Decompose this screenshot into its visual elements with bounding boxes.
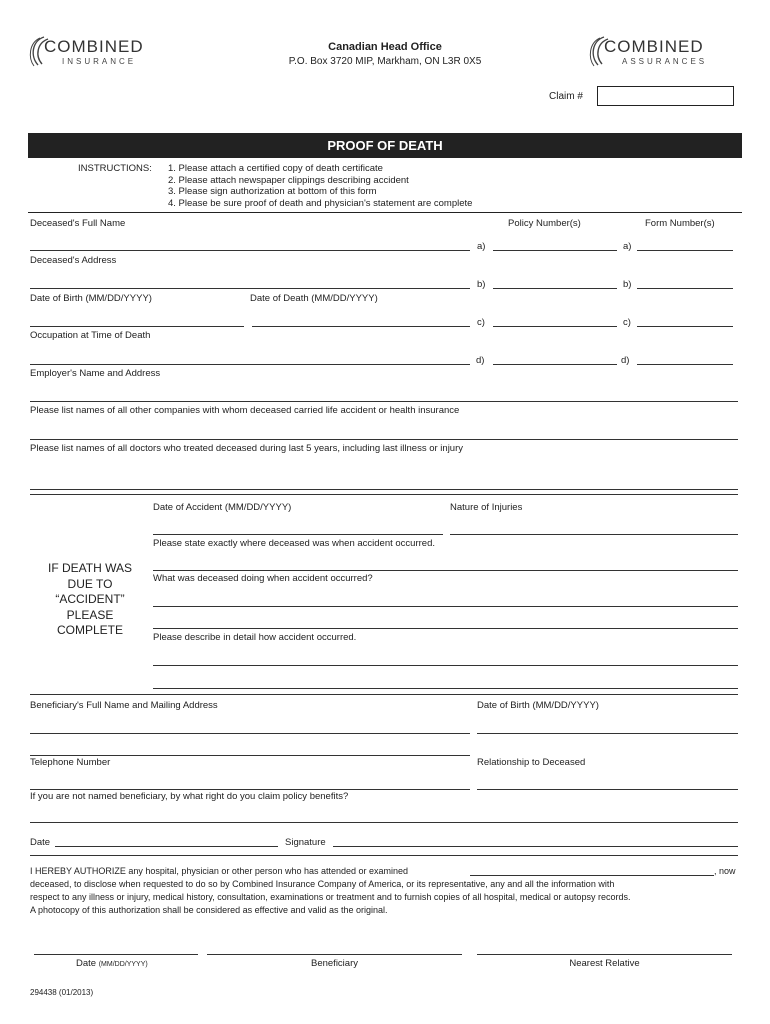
letter-a: a): [477, 241, 486, 252]
sign-date-format: (MM/DD/YYYY): [98, 961, 148, 968]
date-field[interactable]: [55, 846, 278, 847]
policy-number-c-field[interactable]: [493, 326, 617, 327]
side-label-line: IF DEATH WAS: [48, 561, 132, 575]
form-number-c-field[interactable]: [637, 326, 733, 327]
instructions-list: [168, 163, 472, 209]
telephone-label: Telephone Number: [30, 757, 111, 768]
doctors-label: Please list names of all doctors who treated deceased during last 5 years, including last illness or injury: [30, 443, 464, 454]
accident-doing-field-2[interactable]: [153, 628, 738, 629]
form-code: 294438 (01/2013): [30, 988, 94, 997]
policy-numbers-label: Policy Number(s): [508, 218, 581, 229]
deceased-address-label: Deceased's Address: [30, 255, 117, 266]
instruction-item: 4. Please be sure proof of death and physician's statement are complete: [168, 197, 473, 209]
beneficiary-dob-field[interactable]: [477, 733, 738, 734]
letter-a: a): [623, 241, 632, 252]
nature-injuries-field[interactable]: [450, 534, 738, 535]
accident-describe-field[interactable]: [153, 665, 738, 666]
form-number-a-field[interactable]: [637, 250, 733, 251]
beneficiary-name-field[interactable]: [30, 733, 470, 734]
sign-date-text: Date: [76, 958, 97, 969]
accident-date-label: Date of Accident (MM/DD/YYYY): [153, 502, 292, 513]
side-label-line: “ACCIDENT”: [55, 592, 125, 606]
form-number-b-field[interactable]: [637, 288, 733, 289]
auth-line4: A photocopy of this authorization shall be considered as effective and valid as the original.: [30, 905, 388, 915]
logo-sub: INSURANCE: [62, 57, 137, 66]
side-label-line: PLEASE: [66, 607, 114, 622]
form-title: PROOF OF DEATH: [28, 133, 742, 158]
side-label-line: DUE TO: [67, 576, 113, 591]
divider: [30, 855, 738, 856]
doctors-field[interactable]: [30, 489, 738, 490]
relationship-field[interactable]: [477, 789, 738, 790]
claim-number-field[interactable]: [597, 86, 734, 106]
other-companies-label: Please list names of all other companies with whom deceased carried life accident or health insurance: [30, 405, 460, 416]
sign-date-label: [76, 958, 148, 970]
occupation-field[interactable]: [30, 364, 470, 365]
beneficiary-dob-label: Date of Birth (MM/DD/YYYY): [477, 700, 599, 711]
claim-right-label: If you are not named beneficiary, by what right do you claim policy benefits?: [30, 791, 349, 802]
logo-right: [588, 34, 748, 70]
accident-doing-label: What was deceased doing when accident occurred?: [153, 573, 373, 584]
auth-line1-b: , now: [714, 866, 736, 876]
logo-sub: ASSURANCES: [622, 57, 708, 66]
instruction-item: 3. Please sign authorization at bottom of this form: [168, 186, 377, 197]
sign-date-field[interactable]: [34, 954, 198, 955]
occupation-label: Occupation at Time of Death: [30, 330, 151, 341]
employer-label: Employer's Name and Address: [30, 368, 161, 379]
divider: [30, 494, 738, 495]
deceased-name-label: Deceased's Full Name: [30, 218, 126, 229]
accident-where-label: Please state exactly where deceased was when accident occurred.: [153, 538, 435, 549]
signature-field[interactable]: [333, 846, 738, 847]
logo-brand: COMBINED: [604, 37, 704, 56]
letter-b: b): [477, 279, 486, 290]
dod-label: Date of Death (MM/DD/YYYY): [250, 293, 378, 304]
instruction-item: 2. Please attach newspaper clippings describing accident: [168, 174, 409, 186]
accident-describe-label: Please describe in detail how accident occurred.: [153, 632, 357, 643]
beneficiary-name-label: Beneficiary's Full Name and Mailing Address: [30, 700, 218, 711]
divider: [30, 694, 738, 695]
other-companies-field[interactable]: [30, 439, 738, 440]
accident-describe-field-2[interactable]: [153, 688, 738, 689]
accident-side-label: [30, 561, 150, 639]
letter-c: c): [623, 317, 631, 328]
side-label-line: COMPLETE: [56, 623, 123, 637]
relationship-label: Relationship to Deceased: [477, 757, 586, 768]
beneficiary-address-field[interactable]: [30, 755, 470, 756]
office-address: P.O. Box 3720 MIP, Markham, ON L3R 0X5: [288, 56, 482, 67]
accident-where-field[interactable]: [153, 570, 738, 571]
dob-label: Date of Birth (MM/DD/YYYY): [30, 293, 152, 304]
auth-line1-a: I HEREBY AUTHORIZE any hospital, physician or other person who has attended or examined: [30, 866, 409, 876]
claim-right-field[interactable]: [30, 822, 738, 823]
instructions-label: INSTRUCTIONS:: [78, 163, 152, 174]
logo-brand: COMBINED: [44, 37, 144, 56]
accident-doing-field[interactable]: [153, 606, 738, 607]
examined-by-field[interactable]: [470, 875, 714, 876]
sign-relative-field[interactable]: [477, 954, 732, 955]
sign-beneficiary-field[interactable]: [207, 954, 462, 955]
auth-line3: respect to any illness or injury, medical history, consultation, examinations or treatment and to furnish copies of all hospital, medical or autopsy records.: [30, 892, 631, 902]
dod-field[interactable]: [252, 326, 470, 327]
letter-c: c): [477, 317, 485, 328]
letter-d: d): [476, 355, 485, 366]
dob-field[interactable]: [30, 326, 244, 327]
claim-label: Claim #: [549, 91, 583, 102]
policy-number-b-field[interactable]: [493, 288, 617, 289]
instruction-item: 1. Please attach a certified copy of death certificate: [168, 163, 383, 174]
logo-left: [28, 34, 188, 70]
form-numbers-label: Form Number(s): [645, 218, 715, 229]
deceased-address-field[interactable]: [30, 288, 470, 289]
sign-beneficiary-label: Beneficiary: [311, 958, 358, 969]
date-label: Date: [30, 837, 51, 848]
policy-number-d-field[interactable]: [493, 364, 617, 365]
letter-b: b): [623, 279, 632, 290]
sign-relative-label: Nearest Relative: [569, 958, 640, 969]
form-number-d-field[interactable]: [637, 364, 733, 365]
telephone-field[interactable]: [30, 789, 470, 790]
letter-d: d): [621, 355, 630, 366]
accident-date-field[interactable]: [153, 534, 443, 535]
deceased-name-field[interactable]: [30, 250, 470, 251]
auth-line2: deceased, to disclose when requested to do so by Combined Insurance Company of America, or its representative, any and all the information with: [30, 879, 615, 889]
employer-field[interactable]: [30, 401, 738, 402]
nature-injuries-label: Nature of Injuries: [450, 502, 523, 513]
signature-label: Signature: [285, 837, 326, 848]
policy-number-a-field[interactable]: [493, 250, 617, 251]
office-title: Canadian Head Office: [328, 41, 442, 53]
divider: [28, 212, 742, 213]
